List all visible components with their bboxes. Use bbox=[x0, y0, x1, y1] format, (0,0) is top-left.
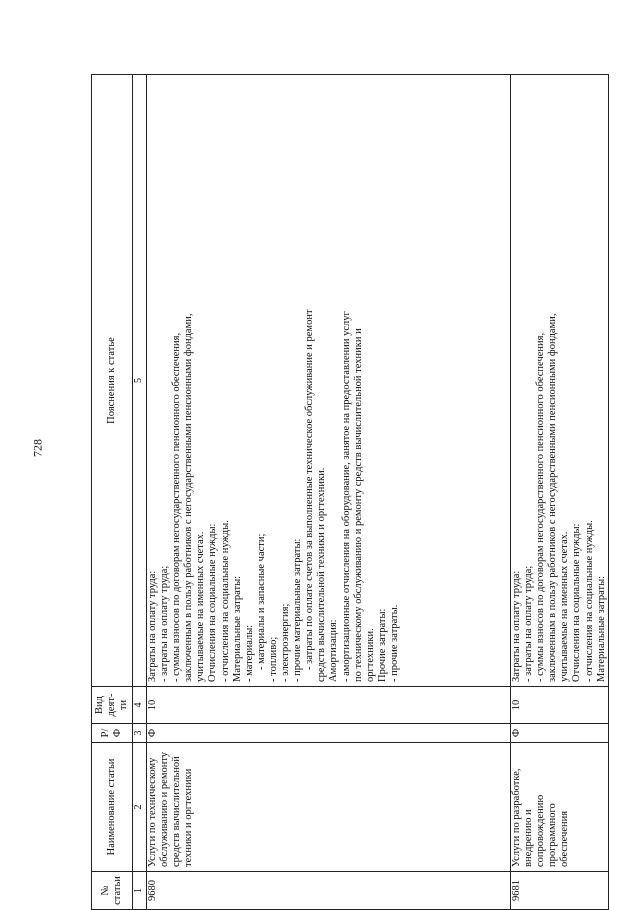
item-rf: Ф bbox=[147, 724, 511, 743]
item-activity: 10 bbox=[511, 687, 609, 724]
note-line: - материалы и запасные части; bbox=[255, 533, 267, 670]
note-line: по техническому обслуживанию и ремонту средств вычислительной техники и bbox=[352, 328, 364, 682]
note-line: - суммы взносов по договорам негосударственного пенсионного обеспечения, bbox=[171, 332, 183, 682]
note-line: учитываемые на именных счетах. bbox=[559, 531, 571, 682]
note-line: - затраты на оплату труда; bbox=[159, 565, 171, 682]
table-row bbox=[147, 75, 511, 910]
note-line: Прочие затраты: bbox=[376, 608, 388, 682]
item-rf: Ф bbox=[511, 724, 609, 743]
note-line: - амортизационные отчисления на оборудование, занятое на предоставлении услуг bbox=[340, 311, 352, 682]
item-code: 9680 bbox=[147, 872, 511, 910]
note-line: - затраты на оплату труда; bbox=[523, 565, 535, 682]
rotated-table-container bbox=[91, 75, 607, 910]
note-line: Отчисления на социальные нужды: bbox=[207, 523, 219, 682]
header-activity: Вид деят-ти bbox=[92, 687, 133, 724]
note-line: заключенным в пользу работников с негосударственными пенсионными фондами, bbox=[183, 313, 195, 682]
item-name: Услуги по разработке, внедрению и сопровождению программного обеспечения bbox=[511, 743, 609, 872]
header-rf: Р/ Ф bbox=[92, 724, 133, 743]
note-line: заключенным в пользу работников с негосударственными пенсионными фондами, bbox=[547, 313, 559, 682]
note-line: - суммы взносов по договорам негосударственного пенсионного обеспечения, bbox=[535, 332, 547, 682]
note-line: учитываемые на именных счетах. bbox=[195, 531, 207, 682]
note-line: - материалы: bbox=[243, 624, 255, 682]
note-line: - топливо; bbox=[267, 636, 279, 682]
header-notes: Пояснения к статье bbox=[92, 75, 133, 687]
note-line: - прочие затраты. bbox=[388, 604, 400, 682]
note-line: - затраты по оплате счетов за выполненные техническое обслуживание и ремонт bbox=[304, 309, 316, 670]
column-number: 5 bbox=[133, 75, 147, 687]
table-row bbox=[511, 75, 609, 910]
note-line: Материальные затраты: bbox=[231, 575, 243, 682]
note-line: Затраты на оплату труда: bbox=[147, 570, 158, 682]
table-frame bbox=[91, 75, 607, 910]
header-item-name: Наименование статьи bbox=[92, 743, 133, 872]
note-line: - прочие материальные затраты: bbox=[292, 538, 304, 682]
column-number: 2 bbox=[133, 743, 147, 872]
note-line: Отчисления на социальные нужды: bbox=[571, 523, 583, 682]
column-number: 1 bbox=[133, 872, 147, 910]
note-line: Затраты на оплату труда: bbox=[511, 570, 522, 682]
item-activity: 10 bbox=[147, 687, 511, 724]
note-line: - отчисления на социальные нужды. bbox=[583, 520, 595, 682]
note-line: Амортизация: bbox=[328, 619, 340, 682]
column-number: 4 bbox=[133, 687, 147, 724]
note-line: средств вычислительной техники и оргтехники. bbox=[316, 467, 328, 682]
note-line: Материальные затраты: bbox=[595, 575, 607, 682]
header-row bbox=[92, 75, 133, 910]
column-numbers-row bbox=[133, 75, 147, 910]
item-notes bbox=[147, 75, 511, 687]
item-notes bbox=[511, 75, 609, 687]
column-number: 3 bbox=[133, 724, 147, 743]
cost-items-table bbox=[91, 74, 609, 910]
page-number: 728 bbox=[30, 439, 45, 457]
note-line: - электроэнергия; bbox=[280, 603, 292, 682]
note-line: оргтехники. bbox=[364, 628, 376, 682]
item-name: Услуги по техническому обслуживанию и ремонту средств вычислительной техники и оргтехники bbox=[147, 743, 511, 872]
note-line: - отчисления на социальные нужды. bbox=[219, 520, 231, 682]
item-code: 9681 bbox=[511, 872, 609, 910]
header-item-number: № статьи bbox=[92, 872, 133, 910]
